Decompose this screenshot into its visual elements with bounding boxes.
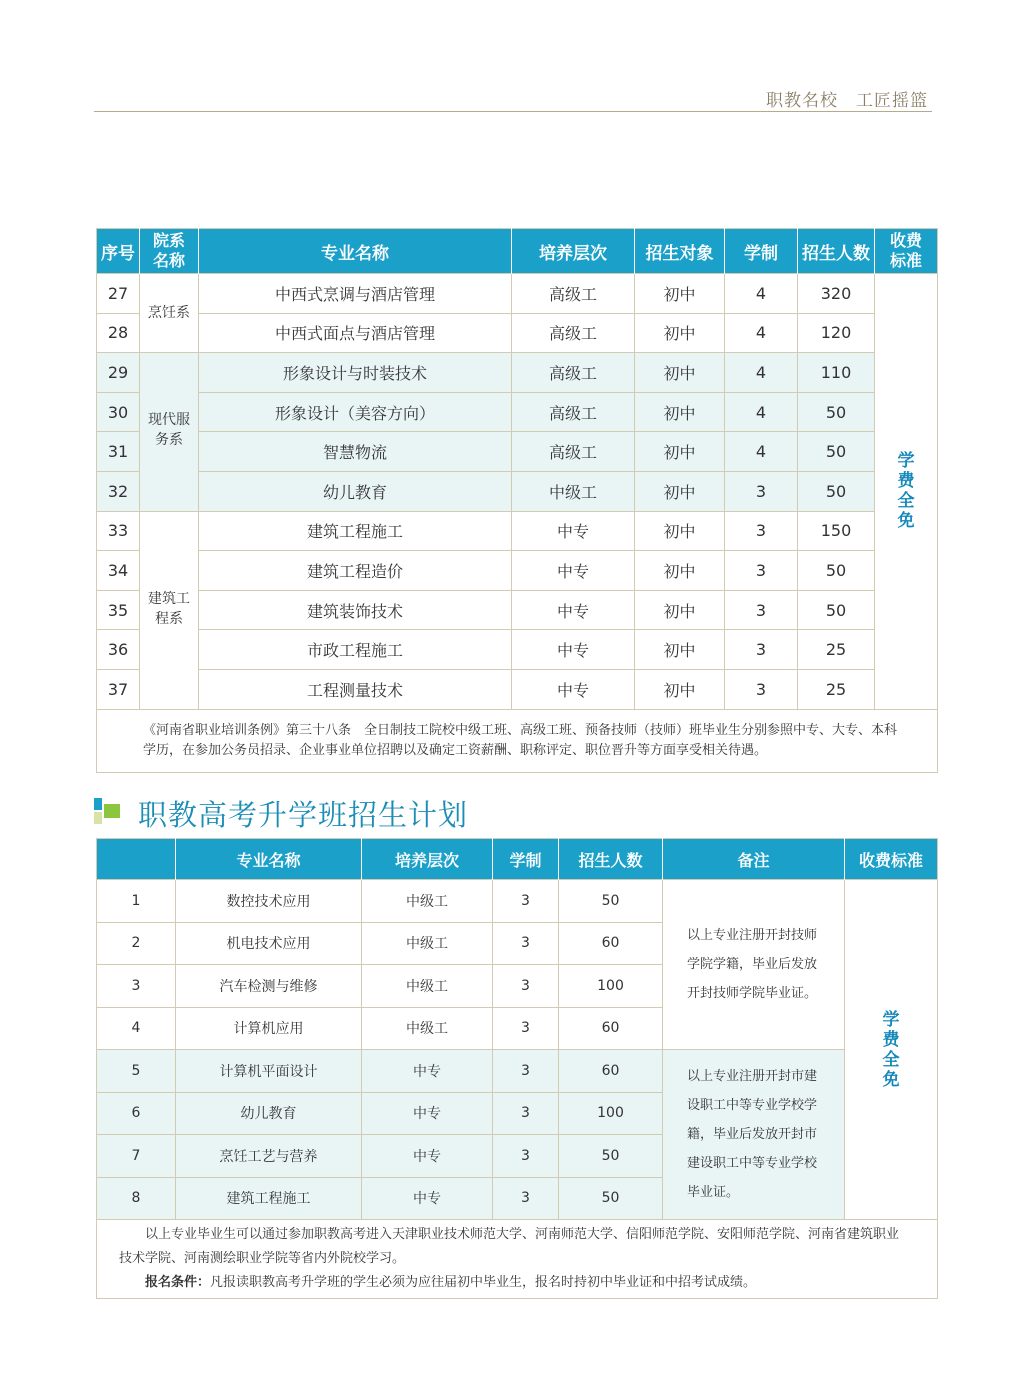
cell-index: 5 [97, 1050, 176, 1093]
cell-quota: 50 [798, 432, 875, 472]
cell-level: 高级工 [512, 392, 635, 432]
cell-level: 中专 [362, 1177, 493, 1220]
cell-quota: 50 [559, 1135, 663, 1178]
cell-duration: 3 [493, 922, 559, 965]
cell-major: 智慧物流 [199, 432, 512, 472]
cell-target: 初中 [635, 511, 725, 551]
cell-index: 7 [97, 1135, 176, 1178]
remark-kaifeng-construction: 以上专业注册开封市建设职工中等专业学校学籍，毕业后发放开封市建设职工中等专业学校毕业证。 [663, 1050, 845, 1220]
department-modern-service: 现代服务系 [140, 353, 199, 511]
cell-duration: 3 [493, 1135, 559, 1178]
cell-duration: 3 [725, 471, 798, 511]
cell-target: 初中 [635, 353, 725, 393]
cell-level: 中级工 [362, 880, 493, 923]
cell-duration: 3 [493, 1177, 559, 1220]
table1-footnote: 《河南省职业培训条例》第三十八条 全日制技工院校中级工班、高级工班、预备技师（技师）班毕业生分别参照中专、大专、本科学历，在参加公务员招录、企业事业单位招聘以及确定工资薪酬、职称评定、职位晋升等方面享受相关待遇。 [97, 709, 938, 772]
cell-duration: 3 [493, 880, 559, 923]
cell-duration: 4 [725, 353, 798, 393]
cell-target: 初中 [635, 313, 725, 353]
requirement-text: 凡报读职教高考升学班的学生必须为应往届初中毕业生，报名时持初中毕业证和中招考试成绩。 [210, 1275, 757, 1290]
cell-level: 高级工 [512, 432, 635, 472]
cell-major: 烹饪工艺与营养 [176, 1135, 362, 1178]
cell-major: 幼儿教育 [199, 471, 512, 511]
table-row [97, 313, 938, 353]
cell-major: 机电技术应用 [176, 922, 362, 965]
col-header-major: 专业名称 [176, 839, 362, 880]
cell-target: 初中 [635, 669, 725, 709]
cell-duration: 4 [725, 392, 798, 432]
cell-quota: 150 [798, 511, 875, 551]
footnote-schools: 以上专业毕业生可以通过参加职教高考进入天津职业技术师范大学、河南师范大学、信阳师范学院、安阳师范学院、河南省建筑职业技术学院、河南测绘职业学院等省内外院校学习。 [119, 1227, 900, 1266]
cell-quota: 100 [559, 1092, 663, 1135]
col-header-level: 培养层次 [362, 839, 493, 880]
major-enrollment-table [96, 228, 938, 773]
header-divider [94, 111, 932, 112]
cell-index: 27 [97, 274, 140, 314]
exam-class-table [96, 838, 938, 1299]
cell-major: 计算机应用 [176, 1007, 362, 1050]
cell-quota: 60 [559, 1050, 663, 1093]
table-row [97, 669, 938, 709]
cell-index: 37 [97, 669, 140, 709]
cell-target: 初中 [635, 471, 725, 511]
cell-level: 中专 [362, 1135, 493, 1178]
col-header-index [97, 839, 176, 880]
cell-target: 初中 [635, 432, 725, 472]
cell-quota: 50 [798, 551, 875, 591]
cell-duration: 4 [725, 274, 798, 314]
table-row [97, 511, 938, 551]
cell-quota: 50 [559, 880, 663, 923]
cell-major: 形象设计与时装技术 [199, 353, 512, 393]
table-row [97, 274, 938, 314]
table-row [97, 551, 938, 591]
cell-index: 36 [97, 630, 140, 670]
cell-index: 33 [97, 511, 140, 551]
cell-index: 32 [97, 471, 140, 511]
footnote-requirement [119, 1271, 909, 1295]
cell-major: 建筑装饰技术 [199, 590, 512, 630]
cell-target: 初中 [635, 392, 725, 432]
cell-quota: 100 [559, 965, 663, 1008]
cell-duration: 3 [725, 511, 798, 551]
cell-major: 工程测量技术 [199, 669, 512, 709]
cell-major: 汽车检测与维修 [176, 965, 362, 1008]
cell-major: 中西式烹调与酒店管理 [199, 274, 512, 314]
cell-level: 高级工 [512, 353, 635, 393]
cell-duration: 3 [725, 669, 798, 709]
table-row [97, 880, 938, 923]
table-header-row [97, 229, 938, 274]
cell-quota: 60 [559, 1007, 663, 1050]
cell-major: 建筑工程施工 [199, 511, 512, 551]
col-header-quota: 招生人数 [559, 839, 663, 880]
cell-level: 中级工 [362, 965, 493, 1008]
table-row [97, 590, 938, 630]
cell-index: 8 [97, 1177, 176, 1220]
col-header-fee: 收费标准 [875, 229, 938, 274]
cell-level: 中专 [362, 1050, 493, 1093]
cell-quota: 60 [559, 922, 663, 965]
cell-quota: 25 [798, 630, 875, 670]
cell-index: 34 [97, 551, 140, 591]
cell-duration: 3 [493, 1050, 559, 1093]
table-row [97, 471, 938, 511]
table-row [97, 630, 938, 670]
table-row [97, 353, 938, 393]
department-cooking: 烹饪系 [140, 274, 199, 353]
table-note-row [97, 1220, 938, 1299]
cell-level: 中专 [362, 1092, 493, 1135]
requirement-label: 报名条件： [145, 1275, 211, 1290]
cell-level: 中级工 [362, 922, 493, 965]
section-title: 职教高考升学班招生计划 [138, 798, 469, 832]
cell-quota: 50 [798, 471, 875, 511]
remark-kaifeng-technician: 以上专业注册开封技师学院学籍，毕业后发放开封技师学院毕业证。 [663, 880, 845, 1050]
section-bullet-icon [94, 798, 120, 826]
fee-standard: 学费全免 [875, 274, 938, 710]
col-header-remark: 备注 [663, 839, 845, 880]
col-header-department: 院系名称 [140, 229, 199, 274]
cell-duration: 3 [725, 630, 798, 670]
cell-index: 29 [97, 353, 140, 393]
table-row [97, 1050, 938, 1093]
cell-level: 中专 [512, 551, 635, 591]
cell-major: 幼儿教育 [176, 1092, 362, 1135]
cell-target: 初中 [635, 590, 725, 630]
cell-major: 中西式面点与酒店管理 [199, 313, 512, 353]
cell-index: 35 [97, 590, 140, 630]
cell-duration: 4 [725, 432, 798, 472]
col-header-major: 专业名称 [199, 229, 512, 274]
cell-duration: 3 [493, 1092, 559, 1135]
table-row [97, 432, 938, 472]
cell-level: 高级工 [512, 313, 635, 353]
cell-major: 数控技术应用 [176, 880, 362, 923]
cell-level: 中专 [512, 630, 635, 670]
cell-major: 市政工程施工 [199, 630, 512, 670]
cell-duration: 4 [725, 313, 798, 353]
cell-index: 28 [97, 313, 140, 353]
cell-level: 中专 [512, 669, 635, 709]
table-row [97, 392, 938, 432]
cell-level: 中级工 [362, 1007, 493, 1050]
col-header-duration: 学制 [725, 229, 798, 274]
table2-footnote [97, 1220, 938, 1299]
cell-quota: 25 [798, 669, 875, 709]
cell-index: 2 [97, 922, 176, 965]
cell-quota: 50 [798, 590, 875, 630]
col-header-quota: 招生人数 [798, 229, 875, 274]
cell-level: 中专 [512, 590, 635, 630]
cell-major: 计算机平面设计 [176, 1050, 362, 1093]
cell-level: 中级工 [512, 471, 635, 511]
cell-index: 30 [97, 392, 140, 432]
header-slogan: 职教名校 工匠摇篮 [766, 91, 928, 111]
cell-major: 建筑工程施工 [176, 1177, 362, 1220]
col-header-level: 培养层次 [512, 229, 635, 274]
cell-index: 4 [97, 1007, 176, 1050]
col-header-target: 招生对象 [635, 229, 725, 274]
cell-duration: 3 [493, 1007, 559, 1050]
cell-target: 初中 [635, 551, 725, 591]
col-header-index: 序号 [97, 229, 140, 274]
cell-quota: 320 [798, 274, 875, 314]
cell-major: 形象设计（美容方向） [199, 392, 512, 432]
table-note-row [97, 709, 938, 772]
department-construction: 建筑工程系 [140, 511, 199, 709]
col-header-duration: 学制 [493, 839, 559, 880]
cell-quota: 110 [798, 353, 875, 393]
cell-level: 高级工 [512, 274, 635, 314]
cell-index: 6 [97, 1092, 176, 1135]
fee-standard: 学费全免 [845, 880, 938, 1220]
cell-index: 3 [97, 965, 176, 1008]
cell-duration: 3 [725, 551, 798, 591]
cell-quota: 50 [798, 392, 875, 432]
cell-target: 初中 [635, 630, 725, 670]
cell-level: 中专 [512, 511, 635, 551]
cell-duration: 3 [725, 590, 798, 630]
cell-quota: 50 [559, 1177, 663, 1220]
cell-quota: 120 [798, 313, 875, 353]
cell-index: 31 [97, 432, 140, 472]
table-header-row [97, 839, 938, 880]
cell-index: 1 [97, 880, 176, 923]
cell-duration: 3 [493, 965, 559, 1008]
cell-major: 建筑工程造价 [199, 551, 512, 591]
cell-target: 初中 [635, 274, 725, 314]
col-header-fee: 收费标准 [845, 839, 938, 880]
